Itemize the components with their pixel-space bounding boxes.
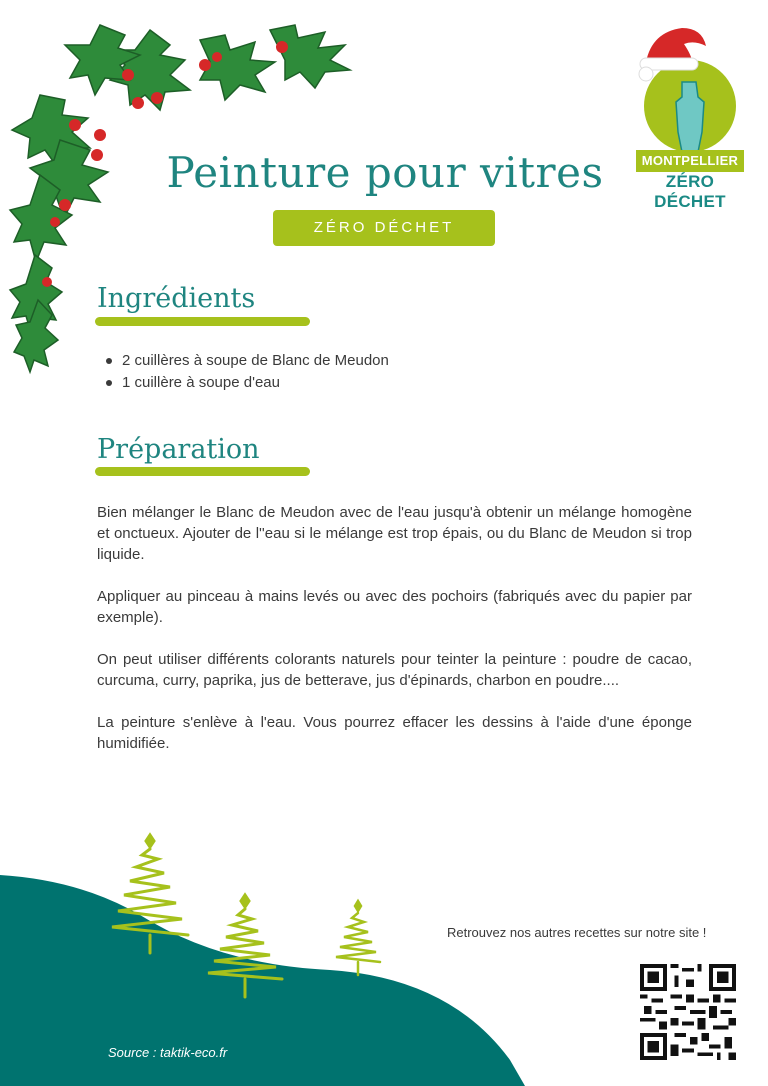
preparation-paragraph: Appliquer au pinceau à mains levés ou avec des pochoirs (fabriqués avec du papier par exemple).: [97, 588, 692, 626]
page-title: Peinture pour vitres: [166, 148, 604, 197]
site-note: Retrouvez nos autres recettes sur notre site !: [447, 925, 707, 940]
christmas-trees: [100, 825, 400, 1025]
logo-line2: ZÉRO DÉCHET: [654, 172, 726, 211]
ingredients-list: [104, 350, 389, 394]
zero-dechet-badge: ZÉRO DÉCHET: [273, 210, 495, 246]
preparation-underline: [95, 467, 310, 476]
santa-hat-icon: [632, 22, 712, 82]
christmas-tree-icon: [208, 895, 282, 997]
ingredients-heading: Ingrédients: [97, 283, 256, 314]
preparation-paragraph: La peinture s'enlève à l'eau. Vous pourrez effacer les dessins à l'aide d'une éponge humidifiée.: [97, 714, 692, 752]
preparation-text: [97, 502, 692, 775]
montpellier-zero-dechet-logo: [632, 22, 748, 211]
preparation-paragraph: On peut utiliser différents colorants naturels pour teinter la peinture : poudre de cacao, curcuma, curry, paprika, jus de betterave, jus d'épinards, charbon en poudre....: [97, 651, 692, 689]
logo-line1: MONTPELLIER: [636, 150, 744, 172]
christmas-tree-icon: [336, 901, 380, 975]
source-credit: Source : taktik-eco.fr: [108, 1045, 228, 1060]
preparation-paragraph: Bien mélanger le Blanc de Meudon avec de l'eau jusqu'à obtenir un mélange homogène et onctueux. Ajouter de l''eau si le mélange est trop épais, ou du Blanc de Meudon si trop liquide.: [97, 504, 692, 563]
ingredients-underline: [95, 317, 310, 326]
list-item: 1 cuillère à soupe d'eau: [104, 372, 389, 394]
christmas-tree-icon: [112, 835, 188, 953]
preparation-heading: Préparation: [97, 434, 260, 465]
qr-code-icon[interactable]: [640, 964, 736, 1060]
list-item: 2 cuillères à soupe de Blanc de Meudon: [104, 350, 389, 372]
